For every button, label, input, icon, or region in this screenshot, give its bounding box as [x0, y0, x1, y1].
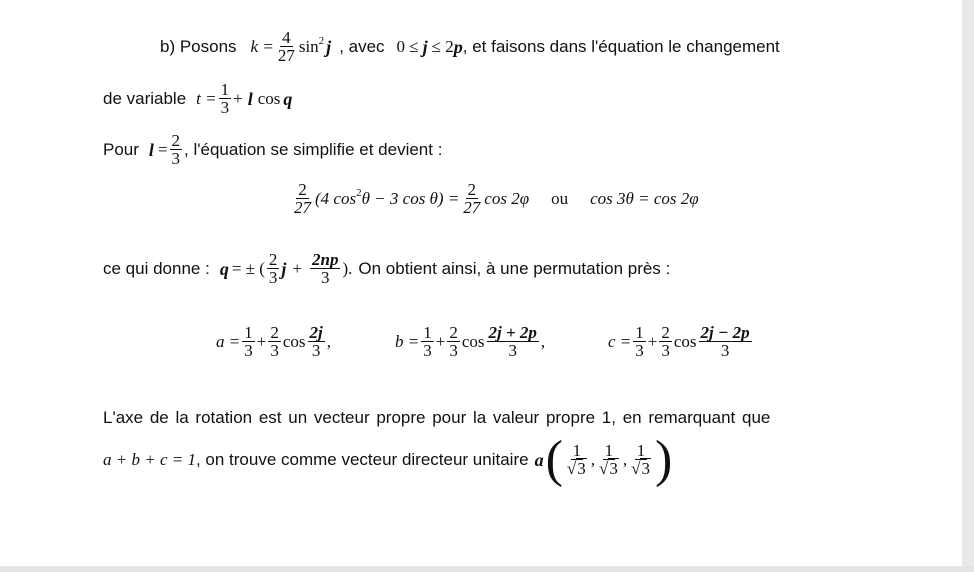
lhs: c =	[608, 332, 632, 351]
sqrt-3: √3	[566, 459, 586, 478]
frac-num: 2	[467, 180, 477, 199]
frac-den: 3	[449, 341, 458, 360]
frac-num: 1	[636, 441, 646, 460]
cos-text: cos	[257, 89, 281, 108]
exponent: 2	[318, 35, 325, 47]
separator: ,	[590, 450, 595, 469]
fraction-1-sqrt3	[565, 442, 589, 478]
separator: ,	[622, 450, 628, 469]
fraction	[421, 324, 434, 360]
radicand: 3	[577, 459, 586, 478]
close-paren: ).	[342, 259, 353, 278]
frac-den: 3	[661, 341, 670, 360]
symbol-q: q	[219, 258, 229, 279]
t-lhs: t =	[196, 89, 217, 108]
frac-num: 2	[449, 323, 458, 342]
separator: ,	[326, 332, 331, 351]
eq-body-2: θ − 3 cos θ) =	[361, 189, 460, 208]
frac-den: 3	[508, 341, 517, 360]
posons-tail: , et faisons dans l'équation le changement	[462, 37, 780, 56]
page-edge-bottom	[0, 566, 974, 572]
frac-num: 2	[661, 323, 670, 342]
fraction	[699, 324, 752, 360]
plus-sign: +	[292, 259, 303, 278]
frac-den: 3	[311, 341, 321, 360]
frac-den: 3	[270, 341, 279, 360]
cos-text: cos	[673, 332, 697, 351]
fraction-1-3	[219, 81, 232, 117]
solution-a	[216, 318, 331, 366]
fraction	[447, 324, 460, 360]
left-paren: (	[545, 431, 563, 488]
right-paren: )	[654, 431, 673, 488]
k-lhs: k =	[250, 37, 274, 56]
frac-num: 2	[268, 250, 278, 269]
frac-den: 3	[720, 341, 730, 360]
frac-num: 4	[282, 28, 291, 47]
fraction	[487, 324, 539, 360]
frac-num: 2j + 2p	[488, 323, 537, 342]
eq-rhs: cos 2φ	[484, 189, 530, 208]
fraction	[633, 324, 646, 360]
frac-den: 3	[321, 268, 330, 287]
avec-text: , avec	[339, 37, 385, 56]
frac-num: 1	[635, 323, 644, 342]
frac-den: 3	[220, 98, 230, 117]
donne-tail: On obtient ainsi, à une permutation près :	[358, 259, 671, 278]
solution-c	[608, 318, 754, 366]
sin-text: sin	[298, 37, 319, 56]
fraction-2-3	[170, 132, 183, 168]
frac-num: 2j	[309, 323, 323, 342]
frac-num: 2	[171, 131, 181, 150]
pour-text: Pour	[103, 140, 139, 159]
lhs: b =	[395, 332, 420, 351]
plus-sign: +	[233, 89, 243, 108]
fraction	[308, 324, 325, 360]
line-variable	[103, 77, 292, 121]
frac-num: 2	[298, 180, 307, 199]
fraction-2-3	[267, 251, 280, 287]
frac-den: 3	[244, 341, 253, 360]
symbol-l: l	[148, 139, 154, 160]
pour-tail: , l'équation se simplifie et devient :	[184, 140, 443, 159]
plus-sign: +	[435, 332, 446, 351]
equals-sign: =	[157, 140, 168, 159]
radicand: 3	[609, 459, 618, 478]
line-posons	[160, 26, 780, 68]
plusminus: = ± (	[231, 259, 265, 278]
separator: ,	[540, 332, 546, 351]
fraction-1-sqrt3	[629, 442, 653, 478]
page-edge-right	[962, 0, 974, 572]
line-donne	[103, 245, 670, 293]
variable-text: de variable	[103, 89, 187, 108]
frac-den: 27	[294, 198, 311, 217]
symbol-j: j	[281, 258, 287, 279]
frac-num: 2	[270, 323, 279, 342]
lhs: a =	[216, 332, 241, 351]
symbol-q: q	[283, 88, 293, 109]
fraction-4-27	[276, 29, 297, 65]
posons-label: b) Posons	[160, 37, 237, 56]
sum-abc: a + b + c = 1	[103, 450, 196, 469]
fraction-2-27	[461, 181, 482, 217]
donne-text: ce qui donne :	[103, 259, 210, 278]
frac-den: 3	[268, 268, 278, 287]
range-left: 0 ≤	[396, 37, 419, 56]
frac-num: 1	[244, 323, 253, 342]
fraction-1-sqrt3	[597, 442, 621, 478]
fraction-2np-3	[310, 251, 340, 287]
frac-num: 1	[423, 323, 432, 342]
frac-den: 3	[635, 341, 644, 360]
eq-body: (4 cos	[315, 189, 357, 208]
line-vecteur	[103, 430, 672, 490]
eq-alt: cos 3θ = cos 2φ	[590, 189, 699, 208]
cos-text: cos	[461, 332, 485, 351]
symbol-j: j	[326, 36, 332, 57]
axe-text: L'axe de la rotation est un vecteur propre pour la valeur propre 1, en remarquant que	[103, 408, 771, 427]
range-j: j	[422, 36, 428, 57]
cos-text: cos	[282, 332, 306, 351]
frac-den: 27	[277, 46, 295, 65]
fraction	[659, 324, 672, 360]
frac-num: 1	[604, 441, 614, 460]
equation-simplified	[290, 177, 699, 221]
symbol-a: a	[534, 449, 544, 470]
frac-num: 2np	[312, 250, 339, 269]
fraction	[242, 324, 255, 360]
ou-text: ou	[551, 189, 569, 208]
fraction	[268, 324, 281, 360]
frac-num: 1	[220, 80, 230, 99]
exponent: 2	[356, 187, 362, 199]
sqrt-3: √3	[599, 459, 618, 478]
frac-num: 1	[572, 441, 582, 460]
frac-den: 27	[463, 198, 481, 217]
solution-b	[395, 318, 545, 366]
line-axe	[103, 406, 899, 430]
range-mid: ≤ 2	[431, 37, 454, 56]
line-pour	[103, 128, 442, 172]
sqrt-3: √3	[631, 459, 650, 478]
fraction-2-27	[292, 181, 313, 217]
frac-num: 2j − 2p	[700, 323, 750, 342]
radicand: 3	[641, 459, 650, 478]
vecteur-text: , on trouve comme vecteur directeur unitaire	[195, 450, 529, 469]
plus-sign: +	[647, 332, 658, 351]
range-p: p	[453, 36, 463, 57]
frac-den: 3	[171, 149, 181, 168]
frac-den: 3	[423, 341, 432, 360]
plus-sign: +	[256, 332, 267, 351]
symbol-l: l	[247, 88, 253, 109]
